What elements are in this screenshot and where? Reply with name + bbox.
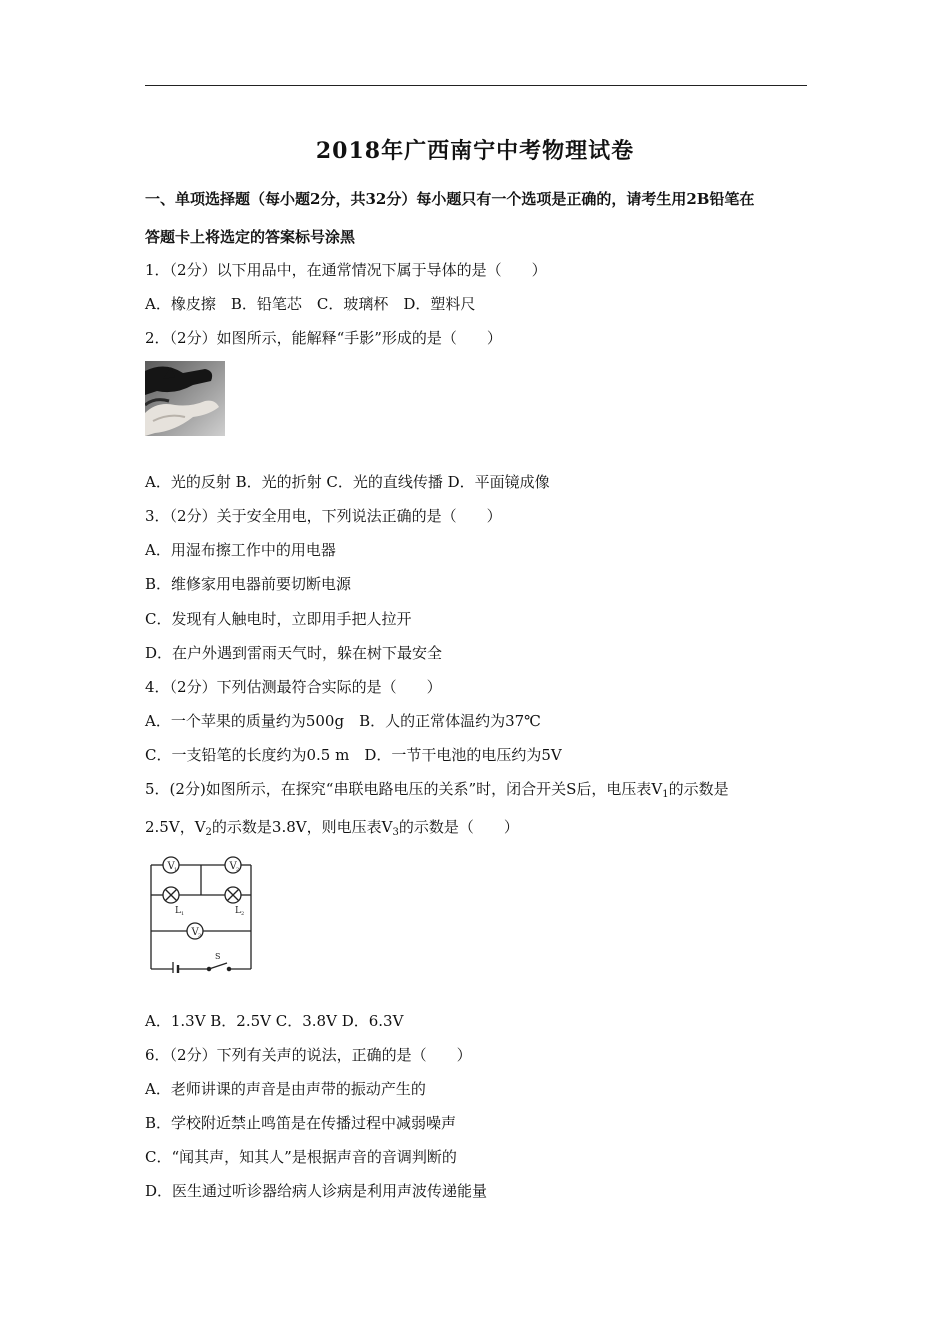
q4-stem: 4．（2分）下列估测最符合实际的是（ ） bbox=[145, 678, 442, 696]
q6-option-a: A．老师讲课的声音是由声带的振动产生的 bbox=[145, 1080, 426, 1098]
svg-text:L: L bbox=[235, 906, 241, 916]
lamp-l1 bbox=[163, 887, 184, 917]
q2-stem: 2．（2分）如图所示，能解释“手影”形成的是（ ） bbox=[145, 329, 502, 347]
voltmeter-v3 bbox=[187, 923, 203, 939]
q5-stem-line1: 5．(2分)如图所示，在探究“串联电路电压的关系”时，闭合开关S后，电压表$V_1$的示数是 bbox=[145, 780, 729, 800]
circuit-diagram bbox=[145, 853, 257, 973]
page-title: 2018年广西南宁中考物理试卷 bbox=[315, 138, 635, 164]
section-heading-line1: 一、单项选择题（每小题2分，共32分）每小题只有一个选项是正确的，请考生用2B铅笔在 bbox=[145, 190, 755, 208]
svg-text:V: V bbox=[191, 927, 199, 938]
svg-text:2: 2 bbox=[241, 911, 245, 917]
header-rule bbox=[145, 85, 807, 86]
q1-options: A．橡皮擦 B．铅笔芯 C．玻璃杯 D．塑料尺 bbox=[145, 295, 476, 313]
q4-options-ab: A．一个苹果的质量约为500g B．人的正常体温约为37℃ bbox=[145, 712, 541, 730]
voltmeter-v2 bbox=[225, 857, 241, 873]
q6-stem: 6．（2分）下列有关声的说法，正确的是（ ） bbox=[145, 1046, 472, 1064]
q3-option-a: A．用湿布擦工作中的用电器 bbox=[145, 541, 336, 559]
svg-text:V: V bbox=[167, 861, 175, 872]
q1-stem: 1．（2分）以下用品中，在通常情况下属于导体的是（ ） bbox=[145, 261, 547, 279]
battery bbox=[173, 962, 178, 973]
q6-option-c: C．“闻其声，知其人”是根据声音的音调判断的 bbox=[145, 1148, 457, 1166]
section-heading-line2: 答题卡上将选定的答案标号涂黑 bbox=[145, 228, 356, 246]
q3-option-d: D．在户外遇到雷雨天气时，躲在树下最安全 bbox=[145, 644, 443, 662]
svg-text:S: S bbox=[215, 952, 221, 961]
q2-options: A．光的反射 B．光的折射 C．光的直线传播 D．平面镜成像 bbox=[145, 473, 550, 491]
svg-text:1: 1 bbox=[181, 911, 185, 917]
q3-option-c: C．发现有人触电时，立即用手把人拉开 bbox=[145, 610, 412, 628]
q6-option-d: D．医生通过听诊器给病人诊病是利用声波传递能量 bbox=[145, 1182, 488, 1200]
lamp-l2 bbox=[225, 887, 244, 917]
q5-options: A．1.3V B．2.5V C．3.8V D．6.3V bbox=[145, 1012, 404, 1030]
hand-shadow-photo bbox=[145, 361, 225, 436]
q4-options-cd: C．一支铅笔的长度约为0.5 m D．一节干电池的电压约为5V bbox=[145, 746, 562, 764]
svg-text:L: L bbox=[175, 906, 181, 916]
q5-stem-line2: 2.5V，$V_2$的示数是3.8V，则电压表$V_3$的示数是（ ） bbox=[145, 818, 519, 838]
svg-text:V: V bbox=[229, 861, 237, 872]
svg-text:2: 2 bbox=[236, 867, 240, 873]
q3-stem: 3．（2分）关于安全用电，下列说法正确的是（ ） bbox=[145, 507, 502, 525]
switch-s bbox=[207, 952, 230, 971]
voltmeter-v1 bbox=[163, 857, 179, 873]
svg-text:1: 1 bbox=[174, 867, 178, 873]
q6-option-b: B．学校附近禁止鸣笛是在传播过程中减弱噪声 bbox=[145, 1114, 457, 1132]
q3-option-b: B．维修家用电器前要切断电源 bbox=[145, 575, 352, 593]
svg-text:3: 3 bbox=[198, 933, 202, 939]
